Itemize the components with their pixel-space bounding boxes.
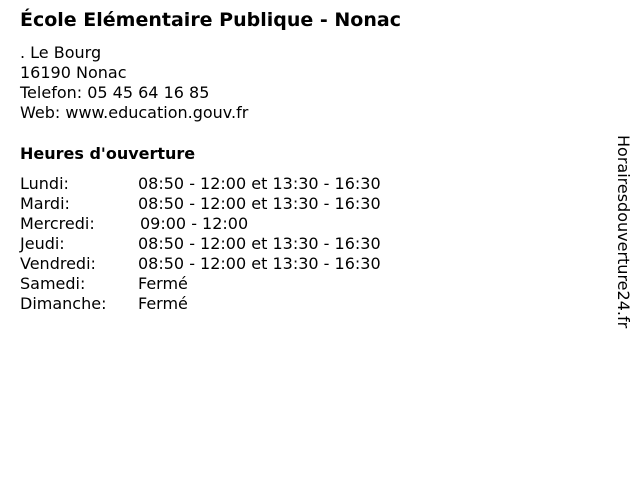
watermark-text: Horairesdouverture24.fr	[614, 135, 633, 329]
time-value: 08:50 - 12:00 et 13:30 - 16:30	[138, 234, 381, 253]
address-block	[20, 43, 248, 123]
day-label: Lundi:	[20, 174, 69, 193]
watermark	[612, 135, 634, 345]
address-phone: Telefon: 05 45 64 16 85	[20, 83, 210, 102]
day-label: Vendredi:	[20, 254, 96, 273]
day-label: Dimanche:	[20, 294, 107, 313]
page-title: École Elémentaire Publique - Nonac	[20, 9, 401, 31]
day-label: Jeudi:	[20, 234, 65, 253]
time-value: 08:50 - 12:00 et 13:30 - 16:30	[138, 254, 381, 273]
time-value: Fermé	[138, 294, 188, 313]
day-label: Samedi:	[20, 274, 86, 293]
time-value: 08:50 - 12:00 et 13:30 - 16:30	[138, 174, 381, 193]
time-value: 08:50 - 12:00 et 13:30 - 16:30	[138, 194, 381, 213]
hours-heading: Heures d'ouverture	[20, 144, 196, 163]
time-value: Fermé	[138, 274, 188, 293]
address-web: Web: www.education.gouv.fr	[20, 103, 249, 122]
day-label: Mercredi:	[20, 214, 95, 233]
time-value: 09:00 - 12:00	[140, 214, 249, 233]
day-label: Mardi:	[20, 194, 70, 213]
address-street: . Le Bourg	[20, 43, 102, 62]
address-city: 16190 Nonac	[20, 63, 127, 82]
